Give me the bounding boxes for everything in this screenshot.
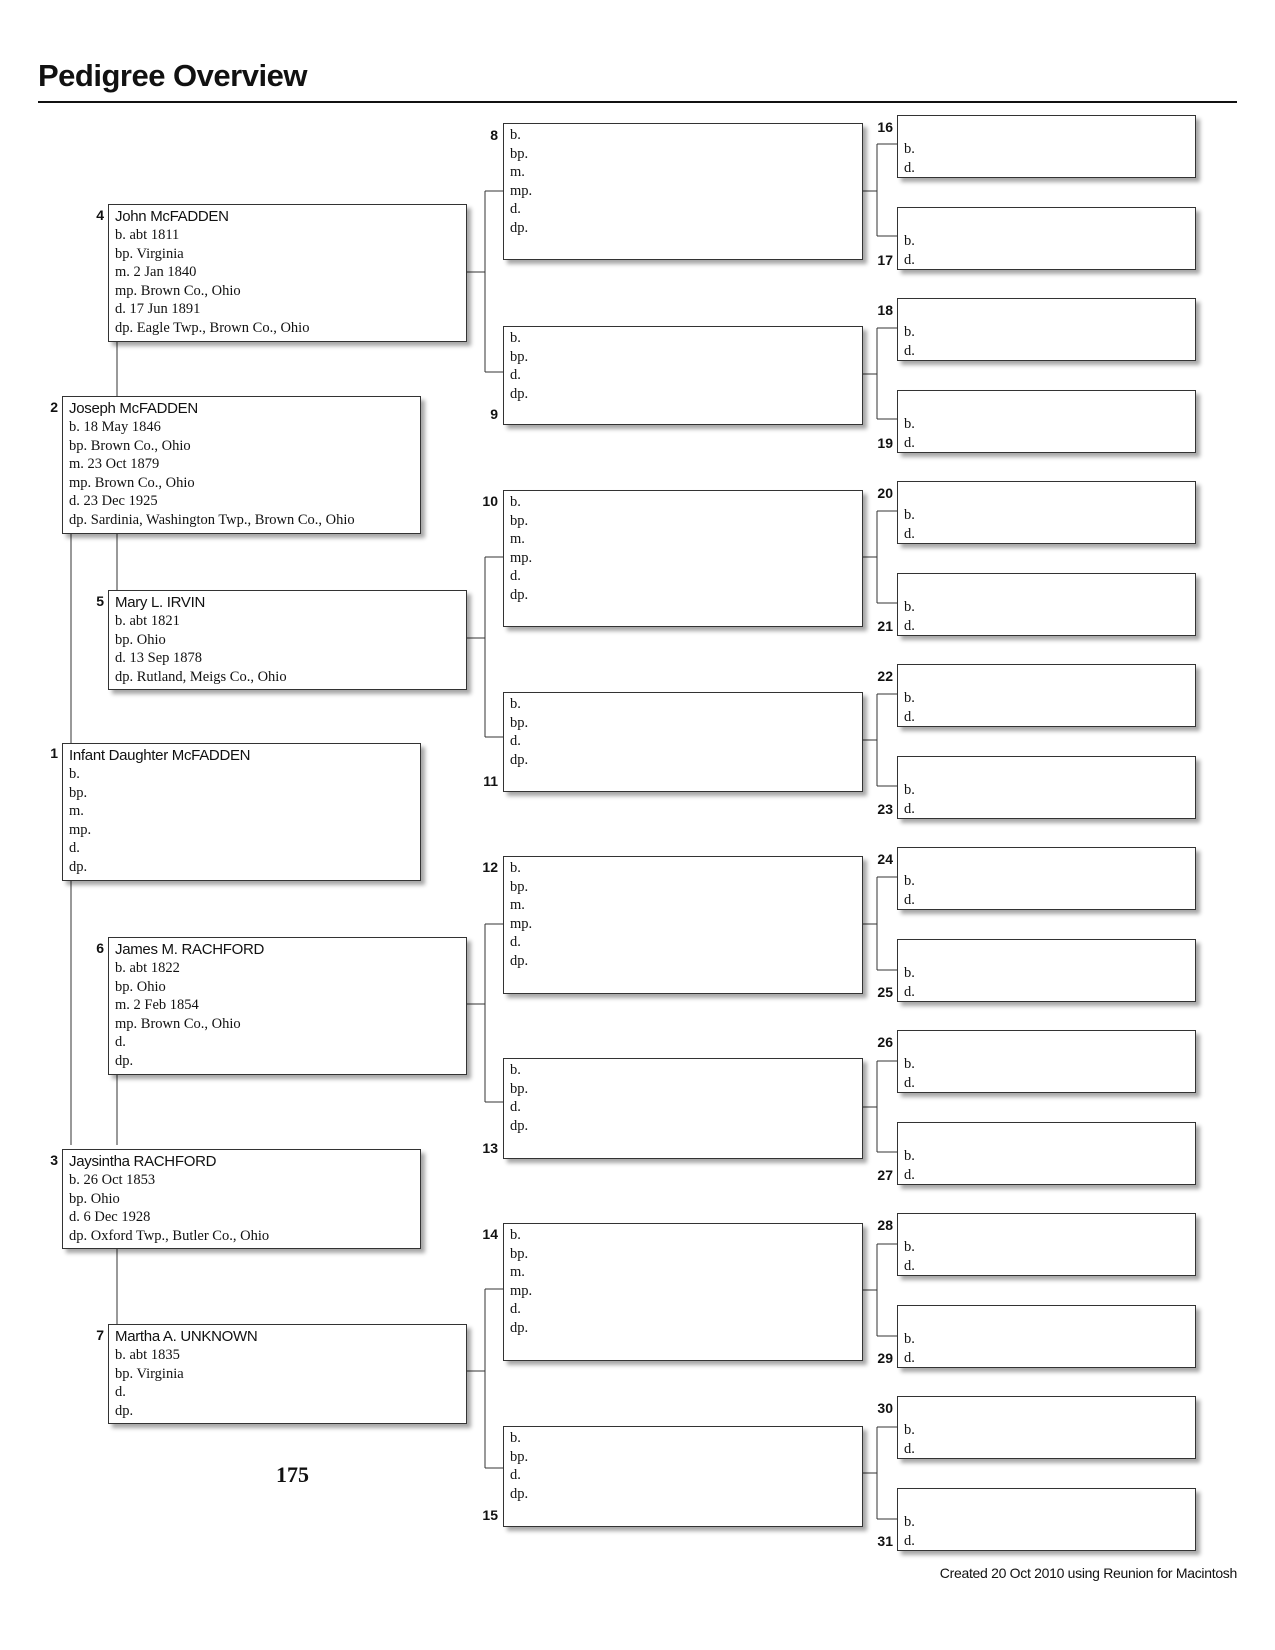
person-2-line: d. 23 Dec 1925 [69,493,158,510]
person-22-line: b. [904,690,915,706]
person-17-box [897,207,1196,270]
person-29-line: b. [904,1331,915,1347]
person-14-line: m. [510,1264,525,1281]
person-15-line: dp. [510,1485,529,1502]
person-15-number: 15 [482,1507,498,1523]
person-14-line: bp. [510,1245,529,1262]
person-13-line: bp. [510,1080,529,1097]
person-16-box [897,115,1196,178]
person-25-line: d. [904,983,915,1000]
person-1-number: 1 [50,745,58,761]
person-10-box [503,490,863,627]
person-8-line: mp. [510,182,533,199]
person-18-number: 18 [877,302,893,318]
person-2-number: 2 [50,399,58,415]
person-18-line: b. [904,324,915,340]
person-18-box [897,298,1196,361]
person-26-line: d. [904,1074,915,1091]
person-22-number: 22 [877,668,893,684]
person-13-number: 13 [482,1140,498,1156]
person-1-box [62,743,421,881]
person-2-line: b. 18 May 1846 [69,419,161,435]
person-10-number: 10 [482,493,498,509]
person-12-line: m. [510,897,525,914]
person-16-number: 16 [877,119,893,135]
person-4-number: 4 [96,207,104,223]
person-23-line: d. [904,800,915,817]
person-12-box [503,856,863,994]
person-9-line: b. [510,330,521,346]
person-31-line: d. [904,1532,915,1549]
person-16-line: b. [904,141,915,157]
person-1-line: mp. [69,821,92,838]
person-14-line: d. [510,1301,521,1318]
person-11-line: bp. [510,714,529,731]
person-19-number: 19 [877,435,893,451]
person-13-line: d. [510,1099,521,1116]
person-9-line: bp. [510,348,529,365]
person-3-line: b. 26 Oct 1853 [69,1172,156,1188]
person-5-line: d. 13 Sep 1878 [115,650,202,667]
person-30-line: d. [904,1440,915,1457]
person-21-number: 21 [877,618,893,634]
person-12-line: dp. [510,952,529,969]
person-2-line: dp. Sardinia, Washington Twp., Brown Co., Ohio [69,511,355,528]
person-5-box [108,590,467,690]
person-28-line: b. [904,1239,915,1255]
person-15-line: d. [510,1467,521,1484]
person-1-line: dp. [69,858,88,875]
person-10-line: dp. [510,586,529,603]
person-24-line: d. [904,891,915,908]
person-20-line: d. [904,525,915,542]
person-31-line: b. [904,1514,915,1530]
person-11-line: d. [510,733,521,750]
person-26-line: b. [904,1056,915,1072]
person-2-name: Joseph McFADDEN [69,400,198,417]
person-27-line: b. [904,1148,915,1164]
person-6-line: b. abt 1822 [115,960,180,976]
person-2-line: mp. Brown Co., Ohio [69,474,195,491]
person-10-line: b. [510,494,521,510]
person-7-line: dp. [115,1402,134,1419]
person-27-number: 27 [877,1167,893,1183]
person-6-name: James M. RACHFORD [115,941,265,958]
person-6-line: mp. Brown Co., Ohio [115,1015,241,1032]
person-4-name: John McFADDEN [115,208,229,225]
person-24-box [897,847,1196,910]
person-7-box [108,1324,467,1424]
person-14-line: dp. [510,1319,529,1336]
person-14-line: b. [510,1227,521,1243]
person-8-line: m. [510,164,525,181]
person-28-line: d. [904,1257,915,1274]
person-31-box [897,1488,1196,1551]
person-27-line: d. [904,1166,915,1183]
person-15-line: b. [510,1430,521,1446]
person-3-line: bp. Ohio [69,1190,120,1207]
person-9-line: dp. [510,385,529,402]
person-24-number: 24 [877,851,893,867]
person-8-line: b. [510,127,521,143]
person-8-line: dp. [510,219,529,236]
person-5-line: dp. Rutland, Meigs Co., Ohio [115,668,287,685]
person-10-line: m. [510,531,525,548]
person-3-name: Jaysintha RACHFORD [69,1153,217,1170]
person-1-name: Infant Daughter McFADDEN [69,747,251,764]
person-28-number: 28 [877,1217,893,1233]
person-16-line: d. [904,159,915,176]
person-4-line: dp. Eagle Twp., Brown Co., Ohio [115,319,310,336]
person-10-line: bp. [510,512,529,529]
person-17-number: 17 [877,252,893,268]
person-20-number: 20 [877,485,893,501]
person-1-line: d. [69,840,80,857]
person-22-box [897,664,1196,727]
person-9-number: 9 [490,406,498,422]
person-11-line: b. [510,696,521,712]
person-14-box [503,1223,863,1361]
person-14-line: mp. [510,1282,533,1299]
person-8-line: d. [510,201,521,218]
person-30-box [897,1396,1196,1459]
person-13-box [503,1058,863,1159]
person-9-box [503,326,863,425]
person-1-line: bp. [69,784,88,801]
person-8-number: 8 [490,127,498,143]
person-19-box [897,390,1196,453]
person-5-line: b. abt 1821 [115,613,180,629]
person-30-number: 30 [877,1400,893,1416]
person-6-line: dp. [115,1052,134,1069]
person-13-line: b. [510,1062,521,1078]
person-11-box [503,692,863,792]
person-5-line: bp. Ohio [115,631,166,648]
person-10-line: d. [510,568,521,585]
person-30-line: b. [904,1422,915,1438]
person-9-line: d. [510,367,521,384]
person-2-box [62,396,421,534]
person-22-line: d. [904,708,915,725]
person-29-line: d. [904,1349,915,1366]
person-6-line: d. [115,1034,126,1051]
page-number: 175 [276,1462,309,1487]
person-8-box [503,123,863,260]
person-15-box [503,1426,863,1527]
person-15-line: bp. [510,1448,529,1465]
person-4-line: mp. Brown Co., Ohio [115,282,241,299]
person-20-box [897,481,1196,544]
person-31-number: 31 [877,1533,893,1549]
person-23-number: 23 [877,801,893,817]
person-18-line: d. [904,342,915,359]
person-6-number: 6 [96,940,104,956]
person-7-number: 7 [96,1327,104,1343]
person-29-number: 29 [877,1350,893,1366]
person-25-line: b. [904,965,915,981]
person-10-line: mp. [510,549,533,566]
person-25-box [897,939,1196,1002]
person-4-line: m. 2 Jan 1840 [115,264,197,281]
person-5-number: 5 [96,593,104,609]
person-3-number: 3 [50,1152,58,1168]
person-13-line: dp. [510,1117,529,1134]
person-17-line: b. [904,233,915,249]
person-7-line: bp. Virginia [115,1365,184,1382]
person-3-box [62,1149,421,1249]
person-4-line: d. 17 Jun 1891 [115,301,201,318]
person-11-number: 11 [483,773,498,789]
person-7-line: d. [115,1384,126,1401]
person-19-line: b. [904,416,915,432]
person-23-box [897,756,1196,819]
person-12-line: b. [510,860,521,876]
person-3-line: d. 6 Dec 1928 [69,1209,151,1226]
person-12-line: d. [510,934,521,951]
person-1-line: m. [69,803,84,820]
person-4-box [108,204,467,342]
person-1-line: b. [69,766,80,782]
person-4-line: b. abt 1811 [115,227,180,243]
person-26-number: 26 [877,1034,893,1050]
person-8-line: bp. [510,145,529,162]
person-2-line: bp. Brown Co., Ohio [69,437,191,454]
person-25-number: 25 [877,984,893,1000]
person-12-line: mp. [510,915,533,932]
person-12-line: bp. [510,878,529,895]
person-6-box [108,937,467,1075]
person-28-box [897,1213,1196,1276]
person-12-number: 12 [482,859,498,875]
person-23-line: b. [904,782,915,798]
person-21-line: b. [904,599,915,615]
person-29-box [897,1305,1196,1368]
person-4-line: bp. Virginia [115,245,184,262]
person-21-box [897,573,1196,636]
page-title: Pedigree Overview [38,58,307,93]
person-11-line: dp. [510,751,529,768]
person-7-name: Martha A. UNKNOWN [115,1328,258,1345]
person-14-number: 14 [482,1226,498,1242]
person-27-box [897,1122,1196,1185]
person-6-line: m. 2 Feb 1854 [115,997,199,1014]
person-5-name: Mary L. IRVIN [115,594,206,611]
person-24-line: b. [904,873,915,889]
person-17-line: d. [904,251,915,268]
person-26-box [897,1030,1196,1093]
person-7-line: b. abt 1835 [115,1347,180,1363]
person-3-line: dp. Oxford Twp., Butler Co., Ohio [69,1227,270,1244]
footer-credit: Created 20 Oct 2010 using Reunion for Macintosh [939,1565,1237,1581]
person-19-line: d. [904,434,915,451]
person-20-line: b. [904,507,915,523]
person-2-line: m. 23 Oct 1879 [69,456,160,473]
person-21-line: d. [904,617,915,634]
person-6-line: bp. Ohio [115,978,166,995]
